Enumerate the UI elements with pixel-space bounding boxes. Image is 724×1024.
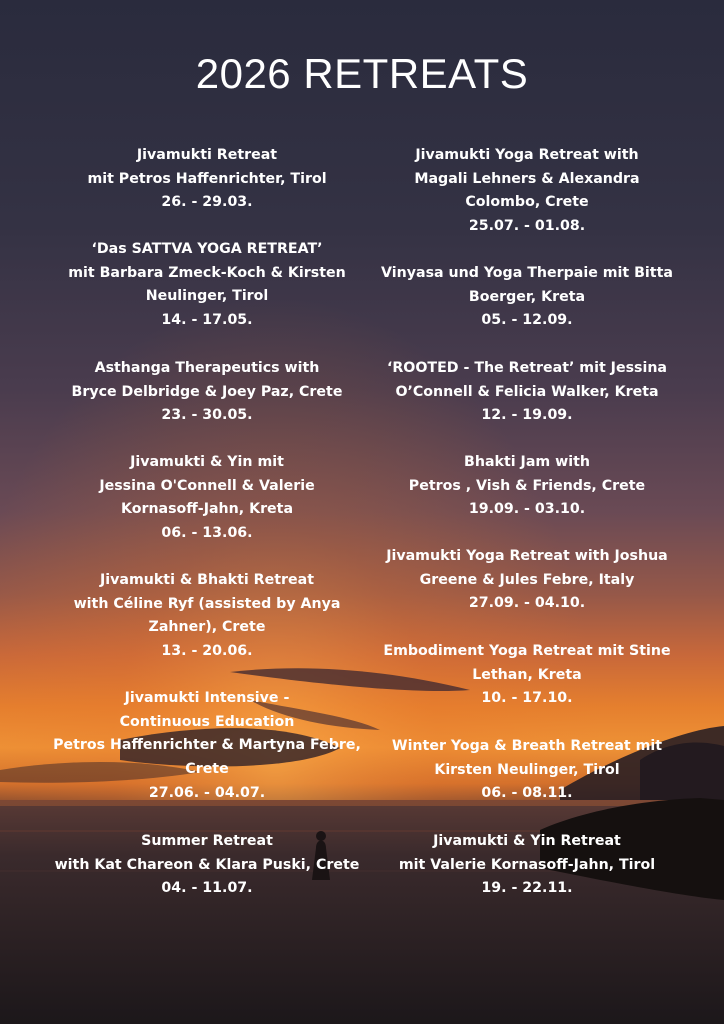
retreat-date: 25.07. - 01.08.	[468, 218, 586, 235]
retreat-line: Jivamukti & Yin mit	[130, 454, 284, 470]
retreat-entry	[357, 830, 697, 901]
retreat-entry	[357, 640, 697, 711]
retreat-line: Zahner), Crete	[148, 619, 266, 636]
retreat-date: 19. - 22.11.	[481, 880, 573, 897]
retreat-line: Crete	[185, 761, 229, 778]
retreat-line: Jivamukti Yoga Retreat with Joshua	[386, 548, 668, 564]
retreat-line: Jivamukti Intensive -	[124, 690, 290, 706]
retreat-date: 19.09. - 03.10.	[468, 501, 586, 518]
retreat-line: Vinyasa und Yoga Therpaie mit Bitta	[381, 265, 673, 281]
retreat-line: Jessina O'Connell & Valerie	[99, 477, 315, 494]
retreat-line: Colombo, Crete	[465, 194, 589, 211]
retreat-entry	[37, 451, 377, 546]
retreat-line: Lethan, Kreta	[472, 666, 582, 683]
retreat-date: 12. - 19.09.	[481, 407, 573, 424]
retreat-line: mit Petros Haffenrichter, Tirol	[87, 170, 327, 187]
retreat-line: with Kat Chareon & Klara Puski, Crete	[54, 856, 360, 873]
retreat-entry	[357, 735, 697, 806]
retreat-date: 27.09. - 04.10.	[468, 595, 586, 612]
retreat-line: ‘ROOTED - The Retreat’ mit Jessina	[386, 360, 668, 376]
retreat-line: ‘Das SATTVA YOGA RETREAT’	[91, 241, 323, 257]
retreat-entry	[357, 451, 697, 522]
retreat-entry	[37, 144, 377, 215]
retreat-line: Bhakti Jam with	[464, 454, 590, 470]
retreat-line: Jivamukti & Yin Retreat	[433, 833, 621, 849]
retreat-line: Asthanga Therapeutics with	[94, 360, 320, 376]
retreat-line: Boerger, Kreta	[468, 288, 586, 305]
retreat-line: Kirsten Neulinger, Tirol	[434, 761, 620, 778]
retreat-line: Petros , Vish & Friends, Crete	[408, 477, 646, 494]
page-title: 2026 RETREATS	[195, 50, 529, 97]
retreat-entry	[357, 262, 697, 333]
retreat-entry	[357, 144, 697, 239]
retreat-date: 13. - 20.06.	[161, 643, 253, 660]
retreat-entry	[357, 545, 697, 616]
retreat-date: 06. - 08.11.	[481, 785, 573, 802]
retreat-date: 27.06. - 04.07.	[148, 784, 266, 801]
retreat-entry	[37, 357, 377, 428]
retreat-entry	[357, 357, 697, 428]
retreat-entry	[37, 687, 377, 806]
retreat-date: 10. - 17.10.	[481, 690, 573, 707]
retreat-line: O’Connell & Felicia Walker, Kreta	[395, 383, 659, 400]
retreat-entry	[37, 238, 377, 333]
retreat-entry	[37, 569, 377, 664]
retreat-line: Embodiment Yoga Retreat mit Stine	[383, 643, 671, 659]
retreat-line: Bryce Delbridge & Joey Paz, Crete	[71, 383, 343, 400]
retreat-date: 23. - 30.05.	[161, 407, 253, 424]
retreat-line: Continuous Education	[119, 713, 295, 730]
retreat-line: Petros Haffenrichter & Martyna Febre,	[53, 737, 361, 754]
retreat-line: Winter Yoga & Breath Retreat mit	[391, 738, 663, 754]
retreat-line: Kornasoff-Jahn, Kreta	[120, 501, 294, 518]
retreat-line: Neulinger, Tirol	[145, 288, 269, 305]
retreat-date: 05. - 12.09.	[481, 312, 573, 329]
retreat-line: mit Barbara Zmeck-Koch & Kirsten	[68, 264, 346, 281]
retreat-line: Jivamukti Retreat	[136, 147, 278, 163]
retreat-line: Greene & Jules Febre, Italy	[419, 571, 635, 588]
retreat-line: mit Valerie Kornasoff-Jahn, Tirol	[398, 856, 656, 873]
retreat-date: 26. - 29.03.	[161, 194, 253, 211]
retreat-line: Jivamukti & Bhakti Retreat	[100, 572, 314, 588]
retreat-date: 06. - 13.06.	[161, 525, 253, 542]
retreat-line: Magali Lehners & Alexandra	[414, 170, 640, 187]
retreat-entry	[37, 830, 377, 901]
retreat-line: Summer Retreat	[141, 833, 273, 849]
retreat-line: with Céline Ryf (assisted by Anya	[73, 595, 341, 612]
retreat-date: 04. - 11.07.	[161, 880, 253, 897]
retreat-line: Jivamukti Yoga Retreat with	[415, 147, 639, 163]
retreat-date: 14. - 17.05.	[161, 312, 253, 329]
